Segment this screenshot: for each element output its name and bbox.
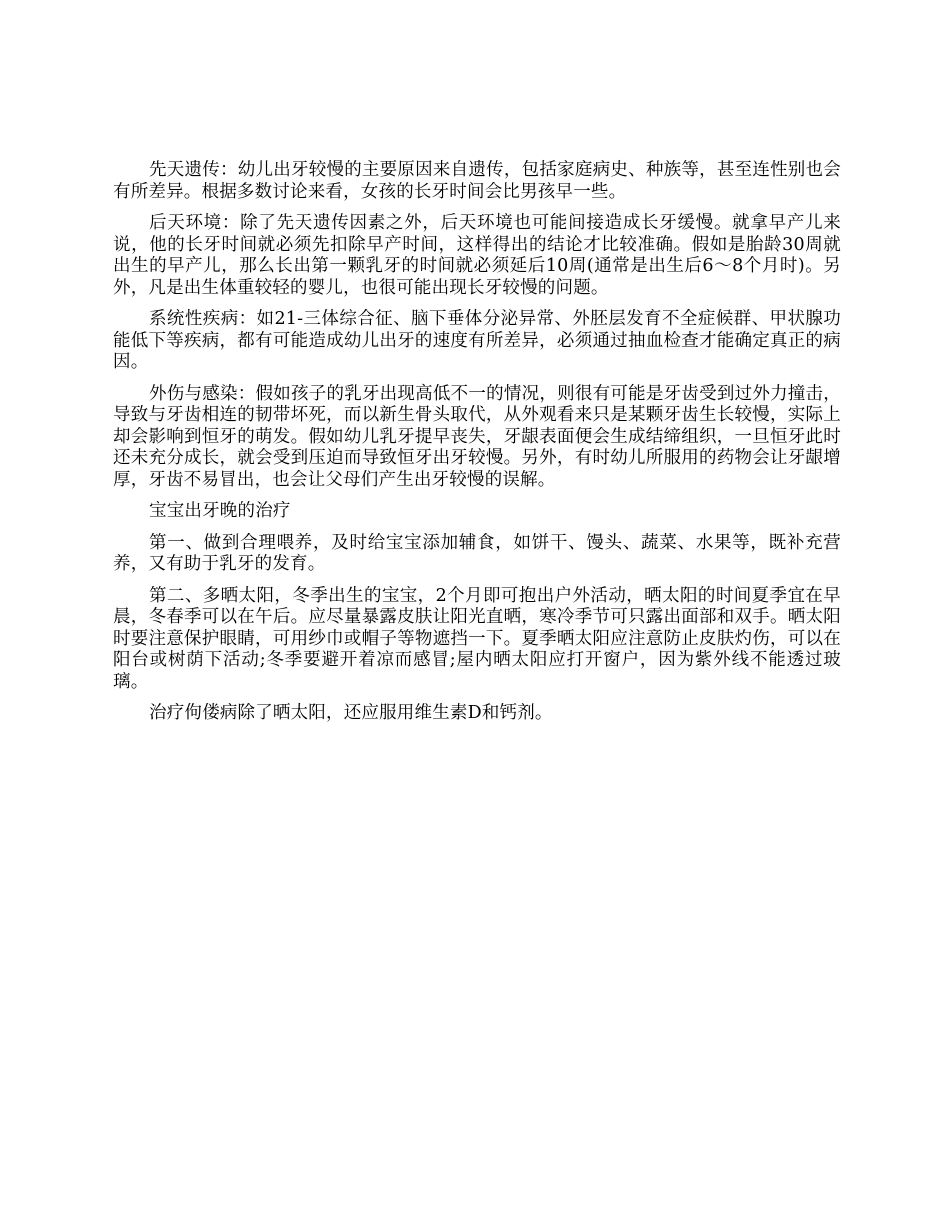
paragraph-sunlight: 第二、多晒太阳，冬季出生的宝宝，2个月即可抱出户外活动，晒太阳的时间夏季宜在早晨，冬春季可以在午后。应尽量暴露皮肤让阳光直晒，寒冷季节可只露出面部和双手。晒太阳时要注意保护眼睛，可用纱巾或帽子等物遮挡一下。夏季晒太阳应注意防止皮肤灼伤，可以在阳台或树荫下活动;冬季要避开着凉而感冒;屋内晒太阳应打开窗户，因为紫外线不能透过玻璃。 xyxy=(113,585,841,692)
paragraph-feeding: 第一、做到合理喂养，及时给宝宝添加辅食，如饼干、馒头、蔬菜、水果等，既补充营养，又有助于乳牙的发育。 xyxy=(113,532,841,574)
document-body xyxy=(113,160,841,735)
paragraph-heredity: 先天遗传：幼儿出牙较慢的主要原因来自遗传，包括家庭病史、种族等，甚至连性别也会有所差异。根据多数讨论来看，女孩的长牙时间会比男孩早一些。 xyxy=(113,160,841,202)
paragraph-environment: 后天环境：除了先天遗传因素之外，后天环境也可能间接造成长牙缓慢。就拿早产儿来说，他的长牙时间就必须先扣除早产时间，这样得出的结论才比较准确。假如是胎龄30周就出生的早产儿，那么长出第一颗乳牙的时间就必须延后10周(通常是出生后6～8个月时)。另外，凡是出生体重较轻的婴儿，也很可能出现长牙较慢的问题。 xyxy=(113,213,841,298)
paragraph-rickets-treatment: 治疗佝偻病除了晒太阳，还应服用维生素D和钙剂。 xyxy=(149,703,553,723)
paragraph-trauma-infection: 外伤与感染：假如孩子的乳牙出现高低不一的情况，则很有可能是牙齿受到过外力撞击，导致与牙齿相连的韧带坏死，而以新生骨头取代，从外观看来只是某颗牙齿生长较慢，实际上却会影响到恒牙的萌发。假如幼儿乳牙提早丧失，牙龈表面便会生成结缔组织，一旦恒牙此时还未充分成长，就会受到压迫而导致恒牙出牙较慢。另外，有时幼儿所服用的药物会让牙龈增厚，牙齿不易冒出，也会让父母们产生出牙较慢的误解。 xyxy=(113,383,841,490)
paragraph-systemic-disease: 系统性疾病：如21-三体综合征、脑下垂体分泌异常、外胚层发育不全症候群、甲状腺功能低下等疾病，都有可能造成幼儿出牙的速度有所差异，必须通过抽血检查才能确定真正的病因。 xyxy=(113,309,841,372)
section-heading-treatment: 宝宝出牙晚的治疗 xyxy=(149,501,291,521)
